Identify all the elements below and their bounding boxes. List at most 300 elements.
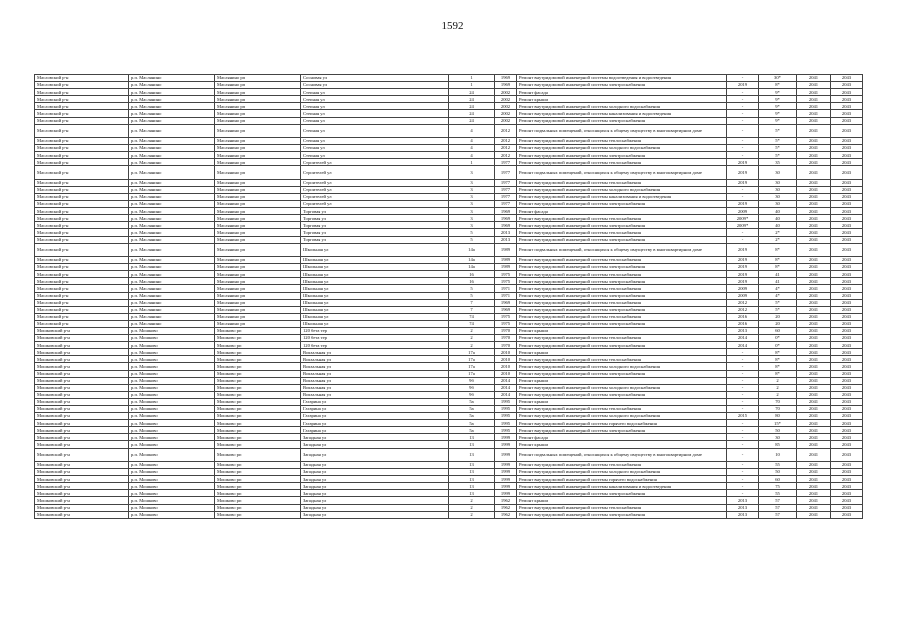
- end-year-cell: 2043: [831, 427, 863, 434]
- table-row: [35, 257, 863, 264]
- district-cell: Масловский р-н: [35, 264, 129, 271]
- district-cell: Масловский р-н: [35, 215, 129, 222]
- work-type-cell: Ремонт внутридомовой инженерной системы электроснабжения: [517, 292, 727, 299]
- last-repair-year-cell: 2019: [727, 271, 759, 278]
- table-row: [35, 320, 863, 327]
- table-row: [35, 159, 863, 166]
- end-year-cell: 2043: [831, 243, 863, 256]
- district-cell: Масловский р-н: [35, 82, 129, 89]
- district-cell: Масловский р-н: [35, 201, 129, 208]
- last-repair-year-cell: 2019: [727, 179, 759, 186]
- start-year-cell: 2041: [797, 138, 831, 145]
- settlement-cell: р.п. Маслянино: [129, 179, 215, 186]
- work-type-cell: Ремонт фасада: [517, 89, 727, 96]
- end-year-cell: 2043: [831, 320, 863, 327]
- end-year-cell: 2043: [831, 89, 863, 96]
- table-row: [35, 476, 863, 483]
- last-repair-year-cell: 2019: [727, 166, 759, 179]
- start-year-cell: 2041: [797, 363, 831, 370]
- build-year-cell: 1999: [495, 461, 517, 468]
- house-number-cell: 5а: [449, 398, 495, 405]
- street-cell: Строителей ул: [301, 186, 449, 193]
- table-row: [35, 271, 863, 278]
- settlement-cell: р.п. Маслянино: [129, 166, 215, 179]
- work-type-cell: Ремонт внутридомовой инженерной системы электроснабжения: [517, 306, 727, 313]
- last-repair-year-cell: -: [727, 194, 759, 201]
- build-year-cell: 1977: [495, 166, 517, 179]
- last-repair-year-cell: 2019: [727, 243, 759, 256]
- street-cell: Гагарина ул: [301, 420, 449, 427]
- last-repair-year-cell: -: [727, 138, 759, 145]
- end-year-cell: 2043: [831, 215, 863, 222]
- start-year-cell: 2041: [797, 497, 831, 504]
- table-row: [35, 497, 863, 504]
- end-year-cell: 2043: [831, 313, 863, 320]
- repair-schedule-table: [34, 74, 862, 519]
- table-row: [35, 229, 863, 236]
- street-cell: Вокзальная ул: [301, 384, 449, 391]
- settlement-cell: р.п. Маслянино: [129, 229, 215, 236]
- street-cell: Западная ул: [301, 434, 449, 441]
- build-year-cell: 1977: [495, 179, 517, 186]
- last-repair-year-cell: -: [727, 483, 759, 490]
- wear-percent-cell: 70: [759, 406, 797, 413]
- build-year-cell: 2010: [495, 349, 517, 356]
- street-cell: Торговая ул: [301, 208, 449, 215]
- district-cell: Мошковский р-н: [35, 363, 129, 370]
- locality-cell: Маслянино рп: [215, 320, 301, 327]
- wear-percent-cell: 5*: [759, 152, 797, 159]
- house-number-cell: 4: [449, 124, 495, 137]
- street-cell: Западная ул: [301, 483, 449, 490]
- last-repair-year-cell: 2012: [727, 299, 759, 306]
- street-cell: Школьная ул: [301, 306, 449, 313]
- end-year-cell: 2043: [831, 363, 863, 370]
- start-year-cell: 2041: [797, 320, 831, 327]
- settlement-cell: р.п. Маслянино: [129, 285, 215, 292]
- house-number-cell: 24: [449, 117, 495, 124]
- settlement-cell: р.п. Маслянино: [129, 313, 215, 320]
- last-repair-year-cell: -: [727, 469, 759, 476]
- street-cell: Вокзальная ул: [301, 377, 449, 384]
- wear-percent-cell: 30: [759, 194, 797, 201]
- house-number-cell: 5а: [449, 406, 495, 413]
- table-row: [35, 186, 863, 193]
- end-year-cell: 2043: [831, 434, 863, 441]
- street-cell: Вокзальная ул: [301, 363, 449, 370]
- work-type-cell: Ремонт внутридомовой инженерной системы теплоснабжения: [517, 313, 727, 320]
- house-number-cell: 4: [449, 138, 495, 145]
- settlement-cell: р.п. Маслянино: [129, 159, 215, 166]
- work-type-cell: Ремонт внутридомовой инженерной системы горячего водоснабжения: [517, 420, 727, 427]
- wear-percent-cell: 10: [759, 448, 797, 461]
- end-year-cell: 2043: [831, 511, 863, 518]
- build-year-cell: 2014: [495, 377, 517, 384]
- end-year-cell: 2043: [831, 278, 863, 285]
- end-year-cell: 2043: [831, 497, 863, 504]
- last-repair-year-cell: -: [727, 356, 759, 363]
- last-repair-year-cell: -: [727, 229, 759, 236]
- table-row: [35, 483, 863, 490]
- build-year-cell: 1995: [495, 427, 517, 434]
- district-cell: Мошковский р-н: [35, 511, 129, 518]
- table-row: [35, 292, 863, 299]
- start-year-cell: 2041: [797, 299, 831, 306]
- district-cell: Мошковский р-н: [35, 370, 129, 377]
- work-type-cell: Ремонт внутридомовой инженерной системы электроснабжения: [517, 82, 727, 89]
- end-year-cell: 2043: [831, 335, 863, 342]
- house-number-cell: 7: [449, 306, 495, 313]
- build-year-cell: 2012: [495, 145, 517, 152]
- locality-cell: Маслянино рп: [215, 201, 301, 208]
- table-row: [35, 278, 863, 285]
- work-type-cell: Ремонт внутридомовой инженерной системы теплоснабжения: [517, 138, 727, 145]
- street-cell: Западная ул: [301, 441, 449, 448]
- last-repair-year-cell: 2019: [727, 82, 759, 89]
- end-year-cell: 2043: [831, 166, 863, 179]
- wear-percent-cell: 8*: [759, 349, 797, 356]
- locality-cell: Маслянино рп: [215, 138, 301, 145]
- district-cell: Масловский р-н: [35, 159, 129, 166]
- house-number-cell: 5: [449, 285, 495, 292]
- house-number-cell: 5: [449, 236, 495, 243]
- locality-cell: Маслянино рп: [215, 236, 301, 243]
- house-number-cell: 17а: [449, 370, 495, 377]
- end-year-cell: 2043: [831, 299, 863, 306]
- end-year-cell: 2043: [831, 179, 863, 186]
- last-repair-year-cell: 2013: [727, 327, 759, 334]
- district-cell: Масловский р-н: [35, 138, 129, 145]
- locality-cell: Мошково рп: [215, 469, 301, 476]
- wear-percent-cell: 30: [759, 434, 797, 441]
- table-row: [35, 117, 863, 124]
- settlement-cell: р.п. Мошково: [129, 342, 215, 349]
- build-year-cell: 1995: [495, 406, 517, 413]
- wear-percent-cell: 5*: [759, 145, 797, 152]
- district-cell: Мошковский р-н: [35, 342, 129, 349]
- last-repair-year-cell: 2009*: [727, 215, 759, 222]
- work-type-cell: Ремонт внутридомовой инженерной системы электроснабжения: [517, 490, 727, 497]
- end-year-cell: 2043: [831, 413, 863, 420]
- last-repair-year-cell: -: [727, 124, 759, 137]
- district-cell: Масловский р-н: [35, 179, 129, 186]
- street-cell: Степная ул: [301, 110, 449, 117]
- work-type-cell: Ремонт фасада: [517, 208, 727, 215]
- district-cell: Масловский р-н: [35, 306, 129, 313]
- house-number-cell: 74: [449, 320, 495, 327]
- build-year-cell: 1995: [495, 413, 517, 420]
- table-row: [35, 75, 863, 82]
- street-cell: 120 бета тер: [301, 342, 449, 349]
- build-year-cell: 1977: [495, 201, 517, 208]
- build-year-cell: 1975: [495, 278, 517, 285]
- house-number-cell: 1: [449, 82, 495, 89]
- street-cell: Гагарина ул: [301, 413, 449, 420]
- build-year-cell: 2002: [495, 117, 517, 124]
- last-repair-year-cell: -: [727, 145, 759, 152]
- work-type-cell: Ремонт внутридомовой инженерной системы электроснабжения: [517, 342, 727, 349]
- wear-percent-cell: 30: [759, 166, 797, 179]
- work-type-cell: Ремонт внутридомовой инженерной системы электроснабжения: [517, 278, 727, 285]
- end-year-cell: 2043: [831, 75, 863, 82]
- last-repair-year-cell: 2009*: [727, 222, 759, 229]
- start-year-cell: 2041: [797, 82, 831, 89]
- work-type-cell: Ремонт подвальных помещений, относящихся к общему имуществу в многоквартирном доме: [517, 124, 727, 137]
- street-cell: Строителей ул: [301, 159, 449, 166]
- table-row: [35, 194, 863, 201]
- wear-percent-cell: 8*: [759, 356, 797, 363]
- build-year-cell: 2014: [495, 391, 517, 398]
- district-cell: Масловский р-н: [35, 145, 129, 152]
- house-number-cell: 16: [449, 278, 495, 285]
- build-year-cell: 1969: [495, 306, 517, 313]
- wear-percent-cell: 57: [759, 511, 797, 518]
- district-cell: Масловский р-н: [35, 75, 129, 82]
- table-row: [35, 406, 863, 413]
- last-repair-year-cell: -: [727, 476, 759, 483]
- settlement-cell: р.п. Мошково: [129, 441, 215, 448]
- work-type-cell: Ремонт крыши: [517, 497, 727, 504]
- table-row: [35, 243, 863, 256]
- district-cell: Масловский р-н: [35, 313, 129, 320]
- street-cell: Западная ул: [301, 448, 449, 461]
- locality-cell: Мошково рп: [215, 406, 301, 413]
- last-repair-year-cell: -: [727, 384, 759, 391]
- settlement-cell: р.п. Мошково: [129, 504, 215, 511]
- locality-cell: Маслянино рп: [215, 278, 301, 285]
- table-row: [35, 145, 863, 152]
- settlement-cell: р.п. Маслянино: [129, 117, 215, 124]
- build-year-cell: 1971: [495, 292, 517, 299]
- table-row: [35, 152, 863, 159]
- settlement-cell: р.п. Маслянино: [129, 152, 215, 159]
- build-year-cell: 1962: [495, 511, 517, 518]
- wear-percent-cell: 60: [759, 327, 797, 334]
- table-row: [35, 391, 863, 398]
- work-type-cell: Ремонт крыши: [517, 349, 727, 356]
- street-cell: Школьная ул: [301, 264, 449, 271]
- district-cell: Масловский р-н: [35, 271, 129, 278]
- settlement-cell: р.п. Маслянино: [129, 264, 215, 271]
- settlement-cell: р.п. Мошково: [129, 356, 215, 363]
- settlement-cell: р.п. Мошково: [129, 398, 215, 405]
- locality-cell: Мошково рп: [215, 427, 301, 434]
- settlement-cell: р.п. Мошково: [129, 406, 215, 413]
- district-cell: Мошковский р-н: [35, 327, 129, 334]
- wear-percent-cell: 0*: [759, 342, 797, 349]
- last-repair-year-cell: -: [727, 420, 759, 427]
- house-number-cell: 13: [449, 469, 495, 476]
- end-year-cell: 2043: [831, 264, 863, 271]
- start-year-cell: 2041: [797, 145, 831, 152]
- locality-cell: Мошково рп: [215, 356, 301, 363]
- house-number-cell: 4: [449, 145, 495, 152]
- settlement-cell: р.п. Мошково: [129, 349, 215, 356]
- build-year-cell: 1969: [495, 82, 517, 89]
- last-repair-year-cell: -: [727, 363, 759, 370]
- start-year-cell: 2041: [797, 159, 831, 166]
- house-number-cell: 13: [449, 476, 495, 483]
- end-year-cell: 2043: [831, 292, 863, 299]
- wear-percent-cell: 4*: [759, 292, 797, 299]
- settlement-cell: р.п. Маслянино: [129, 110, 215, 117]
- district-cell: Масловский р-н: [35, 222, 129, 229]
- district-cell: Мошковский р-н: [35, 448, 129, 461]
- start-year-cell: 2041: [797, 469, 831, 476]
- district-cell: Мошковский р-н: [35, 391, 129, 398]
- settlement-cell: р.п. Мошково: [129, 377, 215, 384]
- settlement-cell: р.п. Маслянино: [129, 215, 215, 222]
- wear-percent-cell: 55: [759, 490, 797, 497]
- settlement-cell: р.п. Маслянино: [129, 257, 215, 264]
- work-type-cell: Ремонт внутридомовой инженерной системы теплоснабжения: [517, 299, 727, 306]
- start-year-cell: 2041: [797, 264, 831, 271]
- settlement-cell: р.п. Маслянино: [129, 145, 215, 152]
- wear-percent-cell: 4*: [759, 285, 797, 292]
- house-number-cell: 3: [449, 166, 495, 179]
- build-year-cell: 1962: [495, 504, 517, 511]
- end-year-cell: 2043: [831, 490, 863, 497]
- house-number-cell: 13: [449, 434, 495, 441]
- street-cell: Степная ул: [301, 145, 449, 152]
- settlement-cell: р.п. Маслянино: [129, 75, 215, 82]
- end-year-cell: 2043: [831, 186, 863, 193]
- last-repair-year-cell: 2009: [727, 208, 759, 215]
- last-repair-year-cell: 2019: [727, 257, 759, 264]
- last-repair-year-cell: 2014: [727, 342, 759, 349]
- wear-percent-cell: 85: [759, 441, 797, 448]
- build-year-cell: 1975: [495, 271, 517, 278]
- last-repair-year-cell: -: [727, 117, 759, 124]
- end-year-cell: 2043: [831, 159, 863, 166]
- work-type-cell: Ремонт внутридомовой инженерной системы теплоснабжения: [517, 461, 727, 468]
- locality-cell: Маслянино рп: [215, 208, 301, 215]
- wear-percent-cell: 8*: [759, 370, 797, 377]
- table-row: [35, 327, 863, 334]
- end-year-cell: 2043: [831, 342, 863, 349]
- work-type-cell: Ремонт внутридомовой инженерной системы электроснабжения: [517, 264, 727, 271]
- build-year-cell: 1970: [495, 335, 517, 342]
- street-cell: Степная ул: [301, 124, 449, 137]
- settlement-cell: р.п. Мошково: [129, 497, 215, 504]
- street-cell: Сосновая ул: [301, 75, 449, 82]
- table-row: [35, 201, 863, 208]
- house-number-cell: 17а: [449, 363, 495, 370]
- start-year-cell: 2041: [797, 483, 831, 490]
- locality-cell: Мошково рп: [215, 511, 301, 518]
- street-cell: Вокзальная ул: [301, 391, 449, 398]
- start-year-cell: 2041: [797, 222, 831, 229]
- last-repair-year-cell: 2019: [727, 278, 759, 285]
- street-cell: Торговая ул: [301, 222, 449, 229]
- house-number-cell: 14а: [449, 257, 495, 264]
- wear-percent-cell: 9*: [759, 96, 797, 103]
- table-row: [35, 82, 863, 89]
- locality-cell: Мошково рп: [215, 490, 301, 497]
- table-row: [35, 356, 863, 363]
- wear-percent-cell: 75: [759, 483, 797, 490]
- work-type-cell: Ремонт внутридомовой инженерной системы теплоснабжения: [517, 159, 727, 166]
- wear-percent-cell: 2*: [759, 236, 797, 243]
- locality-cell: Мошково рп: [215, 434, 301, 441]
- house-number-cell: 2: [449, 511, 495, 518]
- start-year-cell: 2041: [797, 194, 831, 201]
- district-cell: Мошковский р-н: [35, 356, 129, 363]
- street-cell: Школьная ул: [301, 278, 449, 285]
- house-number-cell: 2: [449, 335, 495, 342]
- district-cell: Масловский р-н: [35, 110, 129, 117]
- street-cell: Торговая ул: [301, 236, 449, 243]
- table-row: [35, 490, 863, 497]
- locality-cell: Маслянино рп: [215, 194, 301, 201]
- build-year-cell: 2012: [495, 124, 517, 137]
- settlement-cell: р.п. Мошково: [129, 413, 215, 420]
- locality-cell: Маслянино рп: [215, 117, 301, 124]
- district-cell: Масловский р-н: [35, 299, 129, 306]
- house-number-cell: 2: [449, 504, 495, 511]
- house-number-cell: 3: [449, 215, 495, 222]
- district-cell: Мошковский р-н: [35, 398, 129, 405]
- start-year-cell: 2041: [797, 335, 831, 342]
- wear-percent-cell: 5*: [759, 138, 797, 145]
- house-number-cell: 5: [449, 229, 495, 236]
- end-year-cell: 2043: [831, 201, 863, 208]
- street-cell: Строителей ул: [301, 194, 449, 201]
- locality-cell: Маслянино рп: [215, 179, 301, 186]
- build-year-cell: 1995: [495, 420, 517, 427]
- wear-percent-cell: 8*: [759, 82, 797, 89]
- house-number-cell: 24: [449, 96, 495, 103]
- street-cell: Степная ул: [301, 103, 449, 110]
- table-row: [35, 236, 863, 243]
- street-cell: Строителей ул: [301, 179, 449, 186]
- end-year-cell: 2043: [831, 384, 863, 391]
- district-cell: Мошковский р-н: [35, 427, 129, 434]
- end-year-cell: 2043: [831, 236, 863, 243]
- table-row: [35, 349, 863, 356]
- district-cell: Масловский р-н: [35, 124, 129, 137]
- start-year-cell: 2041: [797, 476, 831, 483]
- table-row: [35, 285, 863, 292]
- end-year-cell: 2043: [831, 356, 863, 363]
- work-type-cell: Ремонт внутридомовой инженерной системы теплоснабжения: [517, 406, 727, 413]
- district-cell: Масловский р-н: [35, 194, 129, 201]
- street-cell: Торговая ул: [301, 215, 449, 222]
- settlement-cell: р.п. Мошково: [129, 363, 215, 370]
- last-repair-year-cell: 2013: [727, 497, 759, 504]
- district-cell: Мошковский р-н: [35, 441, 129, 448]
- street-cell: Строителей ул: [301, 166, 449, 179]
- build-year-cell: 1969: [495, 215, 517, 222]
- work-type-cell: Ремонт внутридомовой инженерной системы теплоснабжения: [517, 229, 727, 236]
- locality-cell: Мошково рп: [215, 497, 301, 504]
- build-year-cell: 2012: [495, 138, 517, 145]
- end-year-cell: 2043: [831, 476, 863, 483]
- start-year-cell: 2041: [797, 356, 831, 363]
- street-cell: Западная ул: [301, 511, 449, 518]
- work-type-cell: Ремонт внутридомовой инженерной системы холодного водоснабжения: [517, 145, 727, 152]
- end-year-cell: 2043: [831, 420, 863, 427]
- start-year-cell: 2041: [797, 398, 831, 405]
- table-row: [35, 413, 863, 420]
- table-row: [35, 103, 863, 110]
- street-cell: Степная ул: [301, 89, 449, 96]
- wear-percent-cell: 35: [759, 159, 797, 166]
- wear-percent-cell: 80: [759, 413, 797, 420]
- last-repair-year-cell: 2016: [727, 320, 759, 327]
- wear-percent-cell: 50: [759, 469, 797, 476]
- last-repair-year-cell: 2012: [727, 306, 759, 313]
